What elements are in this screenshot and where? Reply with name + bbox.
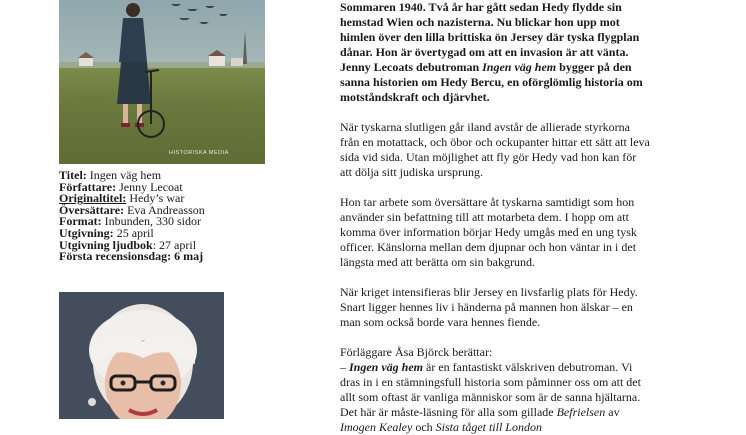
fact-value: : 27 april <box>152 237 197 252</box>
publisher-quote-lead: Förläggare Åsa Björck berättar: <box>340 345 493 359</box>
fact-value: 6 maj <box>171 249 204 264</box>
spacer <box>340 105 650 120</box>
fact-label: Författare: <box>59 179 117 194</box>
fact-label: Första recensionsdag: <box>59 249 172 264</box>
fact-label: Översättare: <box>59 202 125 217</box>
intro-paragraph <box>340 0 650 105</box>
quote-text: är en fantastiskt välskriven debutroman. Vi dras in i en stämningsfull historia som påminner oss om att det allt som oftast är vanliga människor som är de sanna hjältarna. Det här är måste-läsning för alla som gillade <box>340 360 641 419</box>
fact-row-review-date <box>59 251 299 263</box>
quote-text: och <box>412 420 436 434</box>
fact-value: Hedy’s war <box>126 191 185 206</box>
fact-label: Titel: <box>59 168 87 182</box>
fact-value: Ingen väg hem <box>86 168 162 182</box>
body-text <box>340 0 650 435</box>
fact-label: Originaltitel: <box>59 191 127 206</box>
paragraph-2: När tyskarna slutligen går iland avstår de allierade styrkorna från en motattack, och öbor och ockupanter hittar ett sätt att leva sida vid sida. Utan möjlighet att fly gör Hedy vad hon kan för att dölja sitt judiska ursprung. <box>340 120 650 179</box>
intro-text: Sommaren 1940. Två år har gått sedan Hedy flydde sin hemstad Wien och nazisterna. Nu blickar hon upp mot himlen över den lilla brittiska ön Jersey där tyska flygplan dånar. Hon är övertygad om att en invasion är att vänta. Jenny Lecoats debutroman <box>340 0 640 74</box>
fact-label: Format: <box>59 214 102 229</box>
referenced-book: Befrielsen <box>556 405 606 419</box>
fact-label: Utgivning: <box>59 225 114 240</box>
paragraph-3: Hon tar arbete som översättare åt tyskarna samtidigt som hon använder sin befattning till att motarbeta dem. I hopp om att komma över information börjar Hedy umgås med en ung tysk officer. Känslorna mellan dem djupnar och hon väntar in i det längsta med att berätta om sin bakgrund. <box>340 195 637 269</box>
spacer <box>340 180 650 195</box>
fact-value: Eva Andreasson <box>124 202 205 217</box>
book-cover-image <box>59 0 265 164</box>
cover-illustration <box>59 0 265 164</box>
referenced-author: Imogen Kealey <box>340 420 413 434</box>
intro-text: bygger på den sanna historien om Hedy Bercu, en oförglömlig historia om motståndskraft och djärvhet. <box>340 60 643 104</box>
paragraph-4: När kriget intensifieras blir Jersey en livsfarlig plats för Hedy. Snart ligger hennes liv i händerna på mannen hon älskar – en man som också borde vara hennes fiende. <box>340 285 638 329</box>
quote-text: av <box>605 405 620 419</box>
spacer <box>340 330 650 345</box>
author-portrait-icon <box>59 292 224 419</box>
fact-label: Utgivning ljudbok <box>59 237 153 252</box>
fact-value: Inbunden, 330 sidor <box>101 214 201 229</box>
fact-value: Jenny Lecoat <box>116 179 183 194</box>
publisher-mark: HISTORISKA MEDIA <box>169 150 229 156</box>
book-facts <box>59 170 299 263</box>
referenced-book: Sista tåget till London <box>435 420 542 434</box>
book-title: Ingen väg hem <box>482 60 557 74</box>
fact-value: 25 april <box>113 225 154 240</box>
author-photo <box>59 292 224 419</box>
publisher-quote <box>340 360 650 435</box>
book-title: Ingen väg hem <box>349 360 424 374</box>
quote-dash: – <box>340 360 349 374</box>
spacer <box>340 270 650 285</box>
